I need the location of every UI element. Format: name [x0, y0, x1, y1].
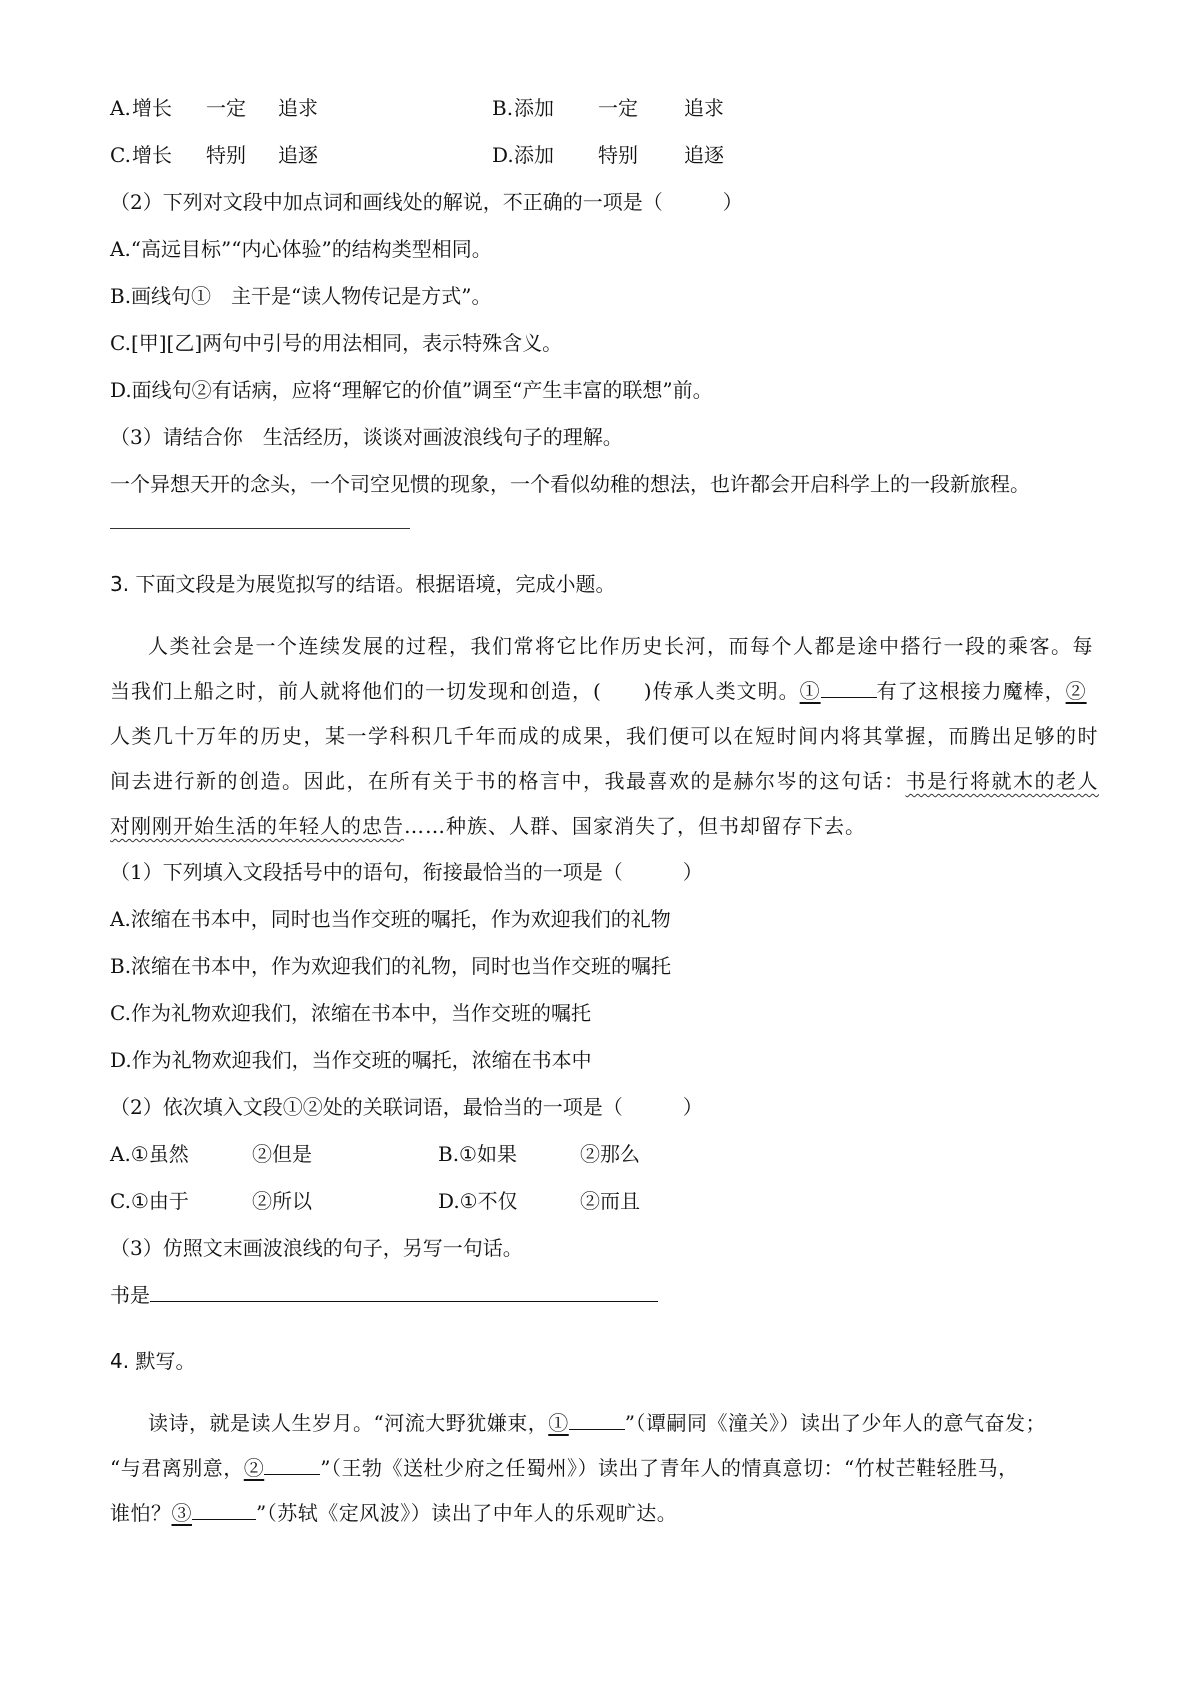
- quoted-sentence: 一个异想天开的念头，一个司空见惯的现象，一个看似幼稚的想法，也许都会开启科学上的一段新旅程。: [110, 472, 1030, 496]
- passage-line: 人类几十万年的历史，某一学科积几千年而成的成果，我们便可以在短时间内将其掌握，而腾出足够的时: [110, 724, 1099, 748]
- question-number: 4.: [110, 1349, 130, 1373]
- answer-row: [110, 1281, 658, 1309]
- option-c-word: ②所以: [252, 1189, 312, 1213]
- option-word: 追逐: [278, 143, 318, 167]
- option-c: C.作为礼物欢迎我们，浓缩在书本中，当作交班的嘱托: [110, 1001, 591, 1025]
- option-label: C.: [110, 143, 131, 167]
- option-a-word: ②但是: [252, 1142, 312, 1166]
- option-b-word: ②那么: [580, 1142, 640, 1166]
- option-c-row: [110, 141, 318, 169]
- option-d-word: ②而且: [580, 1189, 640, 1213]
- option-word: 特别: [598, 143, 638, 167]
- option-word: 一定: [206, 96, 246, 120]
- passage-text: 有了这根接力魔棒，: [876, 679, 1066, 703]
- passage-line: [148, 1409, 1046, 1437]
- option-a: A.“高远目标”“内心体验”的结构类型相同。: [110, 237, 492, 261]
- wavy-underlined-text: 书是行将就木的老人: [905, 769, 1099, 793]
- option-b: B.画线句① 主干是“读人物传记是方式”。: [110, 284, 492, 308]
- option-word: 一定: [598, 96, 638, 120]
- option-word: 添加: [514, 143, 554, 167]
- answer-prefix: 书是: [110, 1283, 150, 1307]
- passage-line: 人类社会是一个连续发展的过程，我们常将它比作历史长河，而每个人都是途中搭行一段的乘客。每: [148, 634, 1094, 658]
- passage-line: [110, 767, 1099, 795]
- passage-line: [110, 677, 1087, 705]
- option-a: A.浓缩在书本中，同时也当作交班的嘱托，作为欢迎我们的礼物: [110, 907, 671, 931]
- option-word: 追逐: [684, 143, 724, 167]
- wavy-underlined-text: 对刚刚开始生活的年轻人的忠告: [110, 814, 404, 838]
- blank[interactable]: [569, 1409, 625, 1430]
- option-c: C.[甲][乙]两句中引号的用法相同，表示特殊含义。: [110, 331, 563, 355]
- question-stem: （1）下列填入文段括号中的语句，衔接最恰当的一项是（ ）: [110, 860, 703, 884]
- blank-marker: ②: [243, 1456, 265, 1480]
- passage-text: 当我们上船之时，前人就将他们的一切发现和创造，( )传承人类文明。: [110, 679, 800, 703]
- option-word: 追求: [278, 96, 318, 120]
- blank[interactable]: [821, 677, 877, 698]
- option-a: A.①虽然: [110, 1142, 189, 1166]
- question-4-title: [110, 1347, 195, 1375]
- blank[interactable]: [192, 1499, 256, 1520]
- option-d: D.①不仅: [438, 1189, 518, 1213]
- question-title: 下面文段是为展览拟写的结语。根据语境，完成小题。: [135, 572, 616, 596]
- question-number: 3.: [110, 572, 130, 596]
- option-d-row: [492, 141, 724, 169]
- option-label: D.: [492, 143, 514, 167]
- question-3-title: [110, 570, 615, 598]
- answer-blank[interactable]: [150, 1281, 658, 1302]
- option-word: 添加: [514, 96, 554, 120]
- option-label: A.: [110, 96, 131, 120]
- passage-line: [110, 812, 866, 840]
- passage-line: [110, 1454, 1019, 1482]
- passage-line: [110, 1499, 677, 1527]
- option-label: B.: [492, 96, 514, 120]
- passage-text: ”（谭嗣同《潼关》）读出了少年人的意气奋发；: [624, 1411, 1046, 1435]
- question-title: 默写。: [135, 1349, 196, 1373]
- passage-text: ……种族、人群、国家消失了，但书却留存下去。: [404, 814, 866, 838]
- question-stem: （2）依次填入文段①②处的关联词语，最恰当的一项是（ ）: [110, 1095, 703, 1119]
- option-b: B.浓缩在书本中，作为欢迎我们的礼物，同时也当作交班的嘱托: [110, 954, 672, 978]
- passage-text: ”（王勃《送杜少府之任蜀州》）读出了青年人的情真意切：“竹杖芒鞋轻胜马，: [320, 1456, 1019, 1480]
- blank[interactable]: [264, 1454, 320, 1475]
- blank-marker: ①: [799, 679, 821, 703]
- passage-text: 间去进行新的创造。因此，在所有关于书的格言中，我最喜欢的是赫尔岑的这句话：: [110, 769, 906, 793]
- passage-text: “与君离别意，: [110, 1456, 244, 1480]
- option-word: 增长: [132, 96, 172, 120]
- answer-line[interactable]: [110, 528, 410, 529]
- question-stem: （3）请结合你 生活经历，谈谈对画波浪线句子的理解。: [110, 425, 623, 449]
- option-b: B.①如果: [438, 1142, 517, 1166]
- passage-text: 读诗，就是读人生岁月。“河流大野犹嫌束，: [148, 1411, 549, 1435]
- option-word: 增长: [132, 143, 172, 167]
- option-c: C.①由于: [110, 1189, 189, 1213]
- passage-text: 谁怕？: [110, 1501, 172, 1525]
- option-d: D.作为礼物欢迎我们，当作交班的嘱托，浓缩在书本中: [110, 1048, 592, 1072]
- blank-marker: ②: [1065, 679, 1087, 703]
- option-word: 特别: [206, 143, 246, 167]
- option-word: 追求: [684, 96, 724, 120]
- passage-text: ”（苏轼《定风波》）读出了中年人的乐观旷达。: [256, 1501, 678, 1525]
- option-b-row: [492, 94, 724, 122]
- question-stem: （2）下列对文段中加点词和画线处的解说，不正确的一项是（ ）: [110, 190, 743, 214]
- option-d: D.面线句②有话病，应将“理解它的价值”调至“产生丰富的联想”前。: [110, 378, 713, 402]
- option-a-row: [110, 94, 318, 122]
- blank-marker: ③: [171, 1501, 192, 1525]
- question-stem: （3）仿照文末画波浪线的句子，另写一句话。: [110, 1236, 523, 1260]
- blank-marker: ①: [548, 1411, 569, 1435]
